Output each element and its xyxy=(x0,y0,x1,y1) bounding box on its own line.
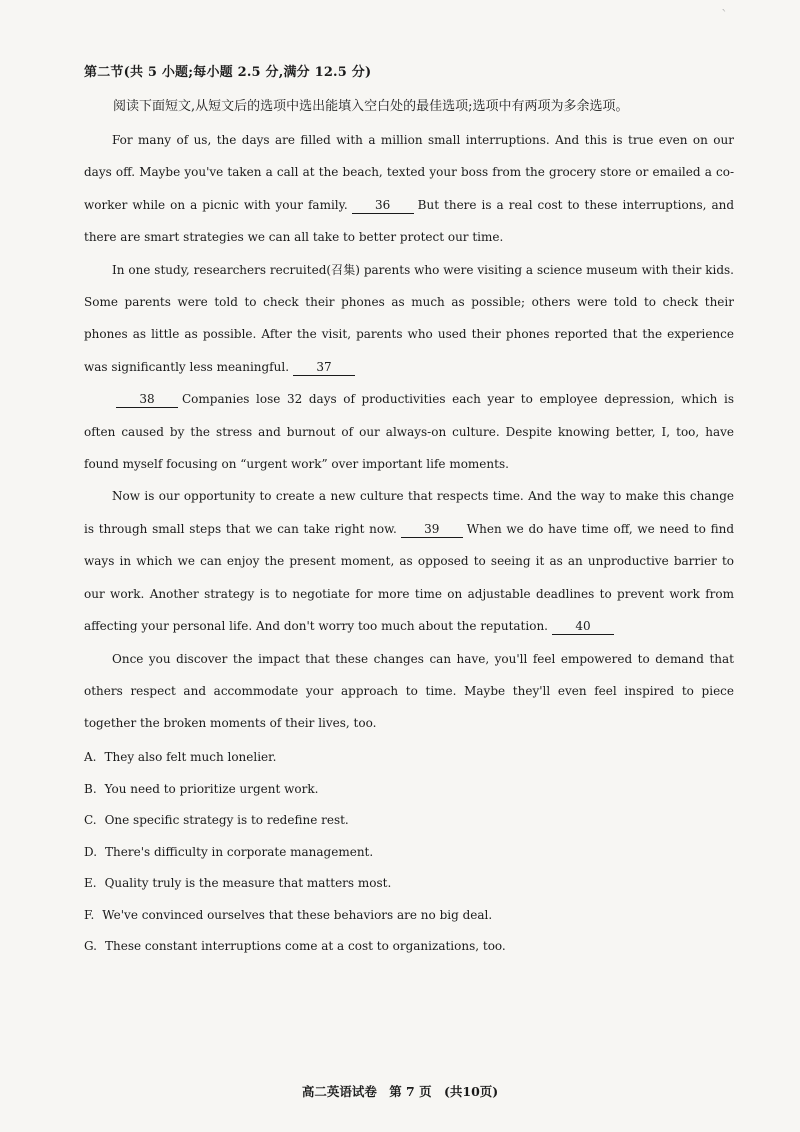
blank-40[interactable]: 40 xyxy=(552,619,614,635)
answer-options xyxy=(84,742,734,963)
option-c[interactable] xyxy=(84,805,734,837)
page-footer xyxy=(0,1082,800,1100)
option-letter: A. xyxy=(84,750,97,764)
paragraph-5-text: Once you discover the impact that these changes can have, you'll feel empowered to demand that others respect and accommodate your approach to time. Maybe they'll even feel inspired to piece together the broken moments of their lives, too. xyxy=(84,651,734,731)
paragraph-3 xyxy=(84,383,734,480)
paragraph-4 xyxy=(84,480,734,642)
paragraph-1-text-a: For many of us, the days are filled with a million small interruptions. And this is true even on our days off. Maybe you've taken a call at the beach, texted your boss from the grocery store or emailed a co-worker while on a picnic with your family. xyxy=(84,133,734,212)
paragraph-2-text: In one study, researchers recruited(召集) parents who were visiting a science museum with their kids. Some parents were told to check their phones as much as possible; others were told to check their phones as little as possible. After the visit, parents who used their phones reported that the experience was significantly less meaningful. xyxy=(84,262,734,374)
option-b[interactable] xyxy=(84,774,734,806)
option-text: You need to prioritize urgent work. xyxy=(104,781,319,796)
paragraph-4-text-b: When we do have time off, we need to find ways in which we can enjoy the present moment, as opposed to seeing it as an unproductive barrier to our work. Another strategy is to negotiate for more time on adjustable deadlines to prevent work from affecting your personal life. And don't worry too much about the reputation. xyxy=(84,521,734,634)
option-d[interactable] xyxy=(84,837,734,869)
option-letter: F. xyxy=(84,907,95,922)
option-text: There's difficulty in corporate management. xyxy=(105,844,374,859)
paragraph-3-text: Companies lose 32 days of productivities each year to employee depression, which is often caused by the stress and burnout of our always-on culture. Despite knowing better, I, too, have found myself focusing on “urgent work” over important life moments. xyxy=(84,392,734,472)
paragraph-4-text-a: Now is our opportunity to create a new culture that respects time. And the way to make this change is through small steps that we can take right now. xyxy=(84,489,734,536)
blank-36[interactable]: 36 xyxy=(352,198,414,214)
option-text: Quality truly is the measure that matters most. xyxy=(104,876,392,890)
option-letter: G. xyxy=(84,939,97,953)
option-text: These constant interruptions come at a cost to organizations, too. xyxy=(104,939,506,953)
option-text: We've convinced ourselves that these behaviors are no big deal. xyxy=(102,907,493,922)
section-heading: 第二节(共 5 小题;每小题 2.5 分,满分 12.5 分) xyxy=(84,65,372,80)
scan-mark: ` xyxy=(721,8,728,24)
footer-exam-title: 高二英语试卷 xyxy=(301,1084,377,1099)
paragraph-5 xyxy=(84,643,734,740)
option-text: They also felt much lonelier. xyxy=(104,750,277,764)
paragraph-1-text-b: But there is a real cost to these interruptions, and there are smart strategies we can all take to better protect our time. xyxy=(84,197,735,245)
option-g[interactable] xyxy=(84,931,734,963)
blank-38[interactable]: 38 xyxy=(116,392,178,408)
section-instruction: 阅读下面短文,从短文后的选项中选出能填入空白处的最佳选项;选项中有两项为多余选项。 xyxy=(113,99,629,114)
option-text: One specific strategy is to redefine rest. xyxy=(104,813,349,827)
blank-37[interactable]: 37 xyxy=(293,360,355,376)
paragraph-2 xyxy=(84,254,734,384)
option-e[interactable] xyxy=(84,868,734,900)
footer-page-number: 第 7 页 xyxy=(389,1084,432,1099)
reading-passage xyxy=(84,124,734,740)
option-letter: D. xyxy=(84,844,98,859)
paragraph-1 xyxy=(84,124,734,254)
option-letter: C. xyxy=(84,813,97,827)
option-a[interactable] xyxy=(84,742,734,774)
option-letter: B. xyxy=(84,781,97,796)
blank-39[interactable]: 39 xyxy=(401,522,463,538)
footer-total-pages: (共10页) xyxy=(443,1084,499,1099)
option-f[interactable] xyxy=(84,900,734,932)
option-letter: E. xyxy=(84,876,97,890)
